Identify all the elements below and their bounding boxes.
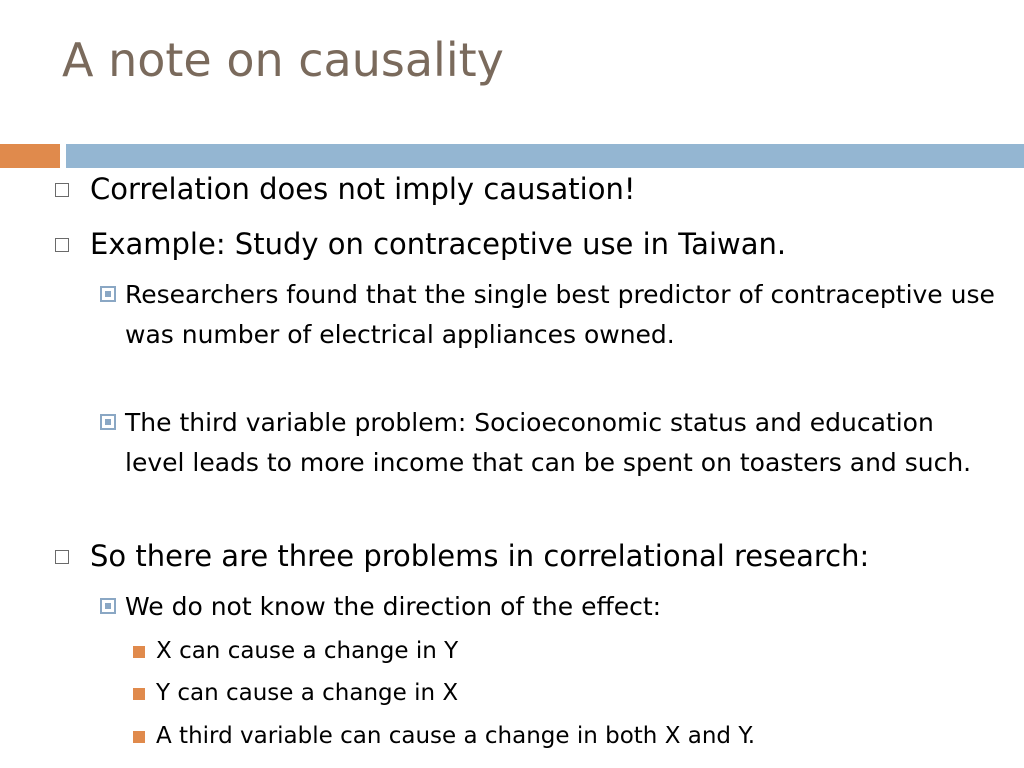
bullet-text: The third variable problem: Socioeconomic status and education level leads to more income that can be spent on toasters and such.	[125, 408, 972, 477]
accent-bar-blue	[66, 144, 1024, 168]
bullet-text: So there are three problems in correlational research:	[90, 539, 870, 573]
filled-square-bullet-icon	[133, 646, 145, 658]
bullet-text: Example: Study on contraceptive use in Taiwan.	[90, 227, 787, 261]
square-bullet-icon	[100, 286, 116, 302]
slide-title: A note on causality	[62, 33, 504, 87]
filled-square-bullet-icon	[133, 688, 145, 700]
square-bullet-icon	[100, 414, 116, 430]
bullet-text: Y can cause a change in X	[156, 680, 459, 706]
square-outline-bullet-icon	[55, 183, 69, 197]
filled-square-bullet-icon	[133, 731, 145, 743]
bullet-text: A third variable can cause a change in both X and Y.	[156, 723, 756, 749]
bullet-text: Correlation does not imply causation!	[90, 172, 636, 206]
square-outline-bullet-icon	[55, 550, 69, 564]
square-outline-bullet-icon	[55, 238, 69, 252]
square-bullet-icon	[100, 598, 116, 614]
bullet-text: X can cause a change in Y	[156, 638, 459, 664]
accent-bar-orange	[0, 144, 60, 168]
bullet-text: Researchers found that the single best predictor of contraceptive use was number of electrical appliances owned.	[125, 280, 995, 349]
bullet-text: We do not know the direction of the effect:	[125, 592, 662, 621]
